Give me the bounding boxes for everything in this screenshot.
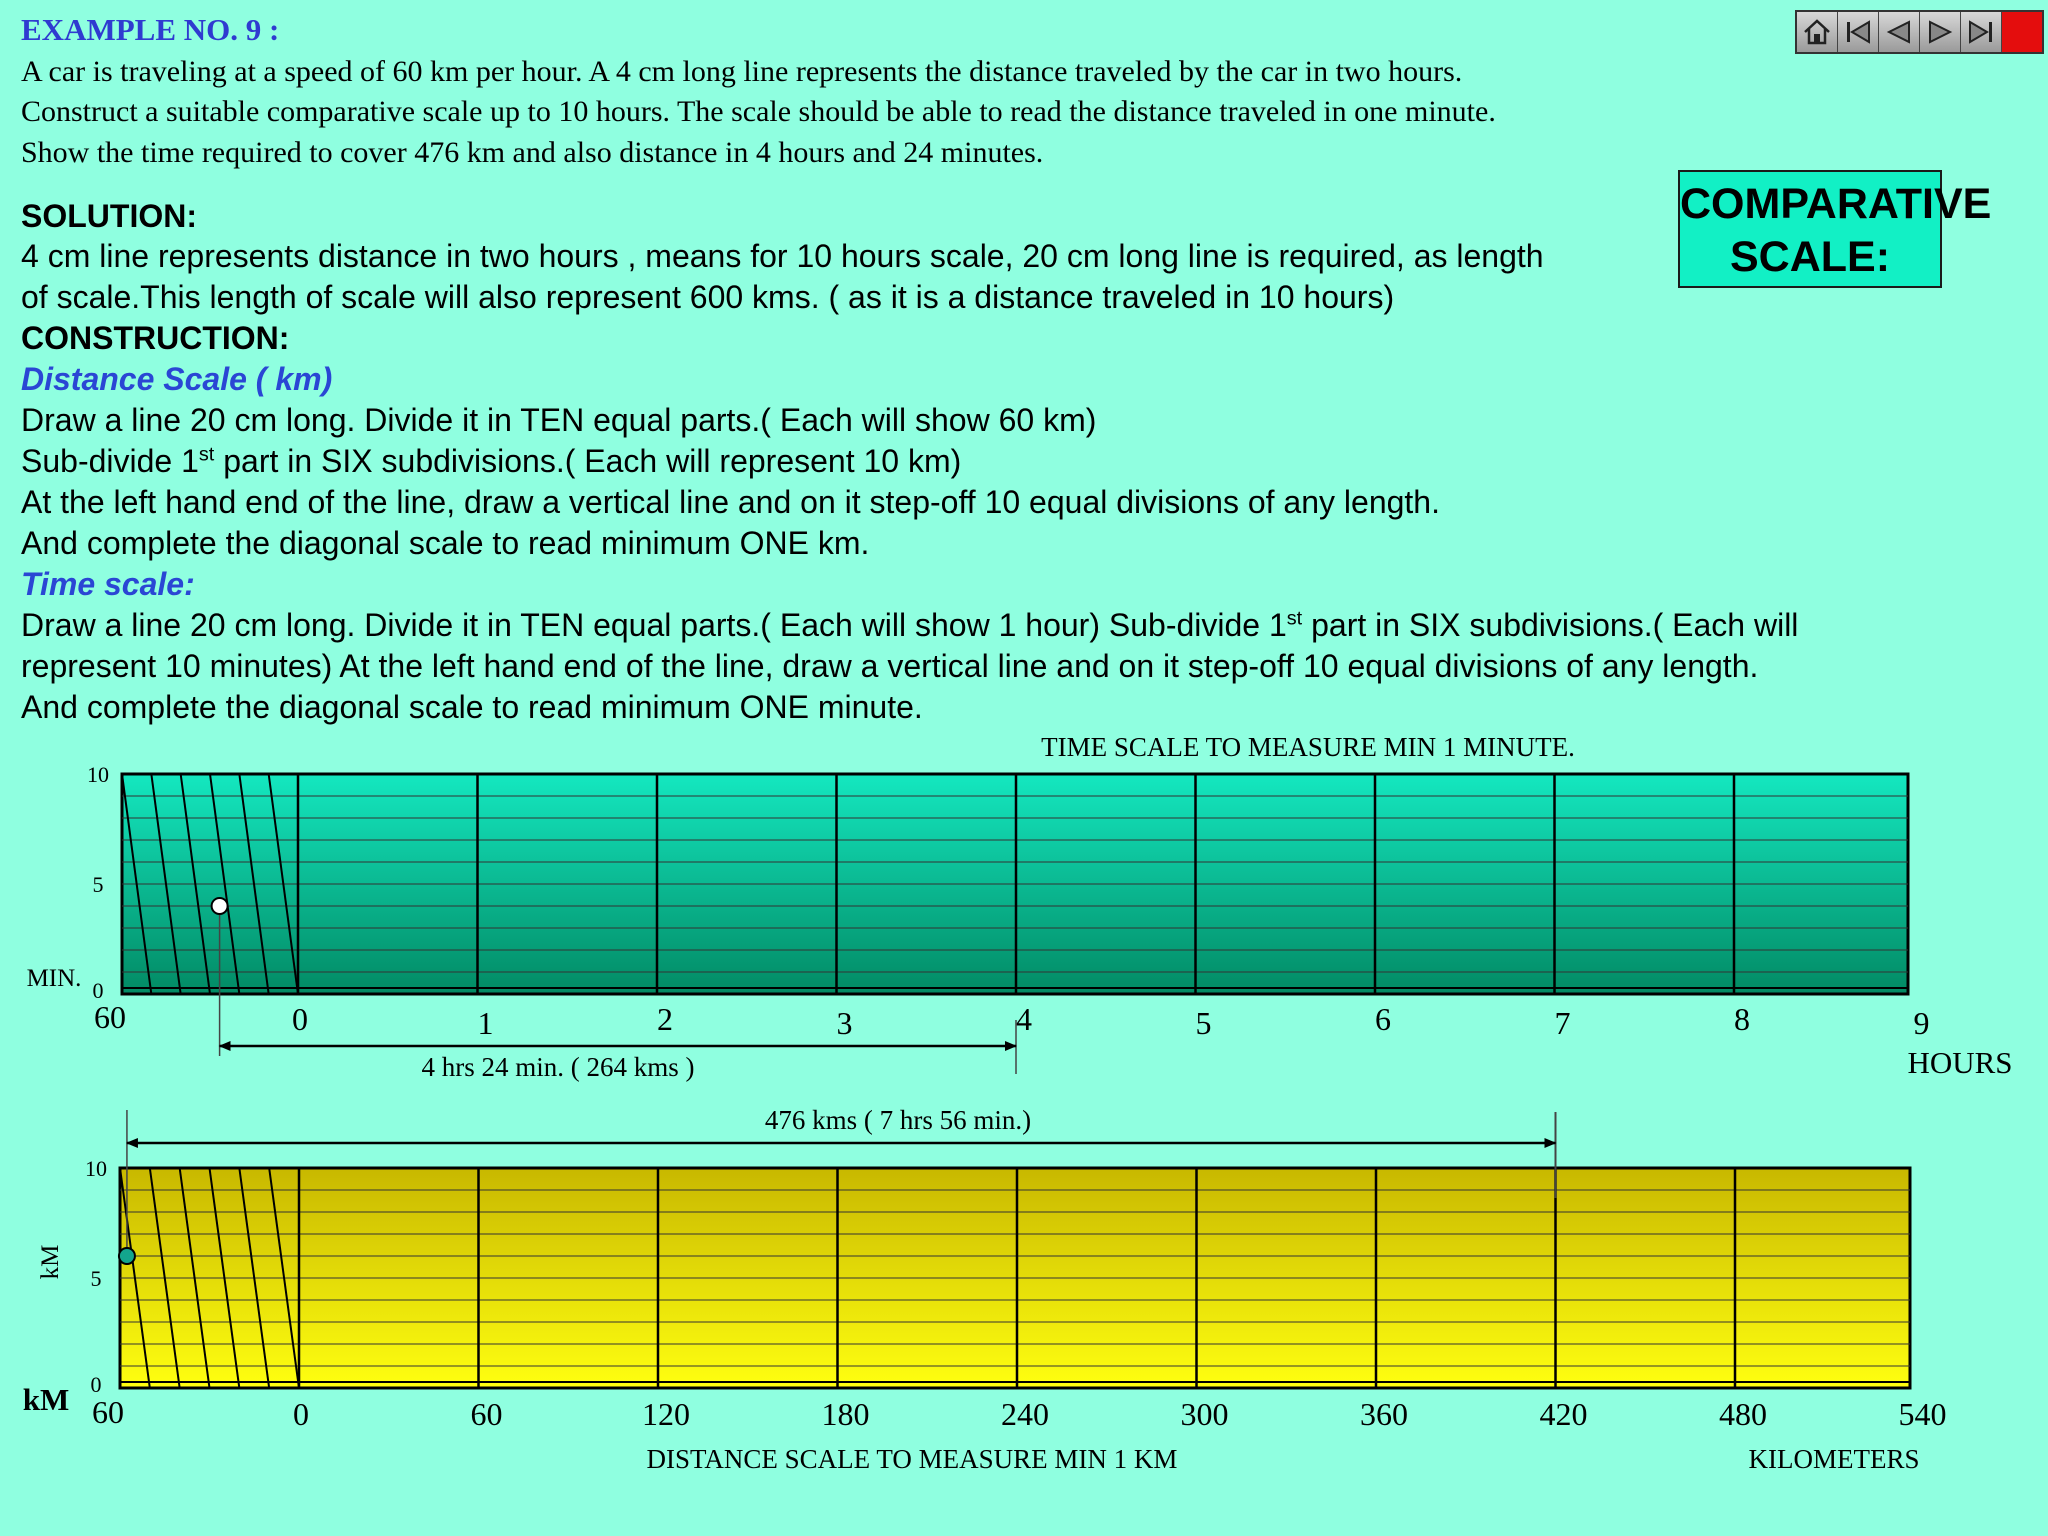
time-unit-label: HOURS xyxy=(1907,1045,2013,1080)
main-label-300: 300 xyxy=(1180,1396,1229,1432)
main-label-60: 60 xyxy=(470,1396,503,1432)
main-label-0: 0 xyxy=(293,1396,309,1432)
time-scale-heading: Time scale: xyxy=(21,566,195,602)
left-label: 60 xyxy=(92,1394,124,1430)
vert-label-bottom: 0 xyxy=(90,1372,102,1397)
time-step-1: Draw a line 20 cm long. Divide it in TEN equal parts.( Each will show 1 hour) Sub-divide 1st part in SIX subdivisions.( Each will xyxy=(21,607,1799,643)
dist-scale-title: DISTANCE SCALE TO MEASURE MIN 1 KM xyxy=(646,1444,1178,1474)
main-label-9: 9 xyxy=(1913,1005,1930,1041)
vert-label-bottom: 0 xyxy=(92,978,104,1003)
vert-label-mid: 5 xyxy=(92,872,104,897)
distance-step-1: Draw a line 20 cm long. Divide it in TEN equal parts.( Each will show 60 km) xyxy=(21,402,1097,438)
example-title: EXAMPLE NO. 9 : xyxy=(21,12,280,47)
problem-line-1: A car is traveling at a speed of 60 km per hour. A 4 cm long line represents the distance traveled by the car in two hours. xyxy=(21,55,1463,88)
vert-label-top: 10 xyxy=(87,762,109,787)
main-label-8: 8 xyxy=(1734,1001,1750,1037)
solution-line-2: of scale.This length of scale will also represent 600 kms. ( as it is a distance traveled in 10 hours) xyxy=(21,279,1395,315)
main-label-180: 180 xyxy=(821,1396,870,1432)
main-label-5: 5 xyxy=(1195,1005,1212,1041)
main-label-7: 7 xyxy=(1554,1005,1571,1041)
solution-heading: SOLUTION: xyxy=(21,198,197,234)
time-scale xyxy=(27,732,2013,1082)
time-dimension-label: 4 hrs 24 min. ( 264 kms ) xyxy=(421,1052,695,1082)
problem-line-2: Construct a suitable comparative scale up to 10 hours. The scale should be able to read the distance traveled in one minute. xyxy=(21,95,1496,128)
time-scale-title: TIME SCALE TO MEASURE MIN 1 MINUTE. xyxy=(1041,732,1575,762)
distance-step-4: And complete the diagonal scale to read minimum ONE km. xyxy=(21,525,870,561)
comparative-scale-box: COMPARATIVE SCALE: xyxy=(1678,170,1942,288)
solution-line-1: 4 cm line represents distance in two hours , means for 10 hours scale, 20 cm long line is required, as length xyxy=(21,238,1544,274)
main-label-3: 3 xyxy=(836,1005,853,1041)
distance-scale-heading: Distance Scale ( km) xyxy=(21,361,333,397)
main-label-6: 6 xyxy=(1375,1001,1391,1037)
dist-bottom-unit: kM xyxy=(22,1382,70,1417)
main-label-240: 240 xyxy=(1001,1396,1049,1432)
dist-dimension-label: 476 kms ( 7 hrs 56 min.) xyxy=(764,1105,1032,1135)
main-label-2: 2 xyxy=(657,1001,673,1037)
distance-scale xyxy=(23,1105,1947,1474)
distance-step-3: At the left hand end of the line, draw a vertical line and on it step-off 10 equal divisions of any length. xyxy=(21,484,1440,520)
time-step-3: And complete the diagonal scale to read minimum ONE minute. xyxy=(21,689,923,725)
main-label-1: 1 xyxy=(477,1005,494,1041)
time-vert-unit: MIN. xyxy=(26,965,82,992)
vert-label-mid: 5 xyxy=(90,1266,102,1291)
main-label-420: 420 xyxy=(1539,1396,1588,1432)
dist-marker-dot xyxy=(119,1248,135,1264)
problem-line-3: Show the time required to cover 476 km and also distance in 4 hours and 24 minutes. xyxy=(21,136,1044,169)
distance-step-2: Sub-divide 1st part in SIX subdivisions.( Each will represent 10 km) xyxy=(21,443,962,479)
main-label-540: 540 xyxy=(1898,1396,1947,1432)
time-step-2: represent 10 minutes) At the left hand end of the line, draw a vertical line and on it step-off 10 equal divisions of any length. xyxy=(21,648,1759,684)
left-label: 60 xyxy=(94,999,126,1035)
time-marker-dot xyxy=(212,898,228,914)
main-label-360: 360 xyxy=(1360,1396,1408,1432)
main-label-0: 0 xyxy=(292,1001,308,1037)
main-label-480: 480 xyxy=(1719,1396,1767,1432)
construction-heading: CONSTRUCTION: xyxy=(21,320,290,356)
vert-label-top: 10 xyxy=(85,1156,107,1181)
main-label-120: 120 xyxy=(642,1396,690,1432)
dist-vert-unit: kM xyxy=(37,1244,64,1280)
dist-unit-label: KILOMETERS xyxy=(1748,1444,1920,1474)
main-label-4: 4 xyxy=(1016,1001,1032,1037)
